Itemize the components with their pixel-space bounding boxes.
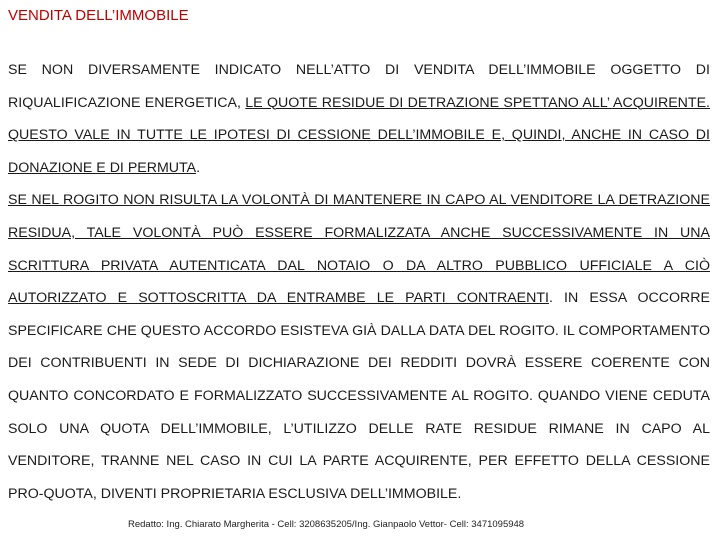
paragraph1-end: .: [196, 159, 201, 176]
body-text: [8, 54, 710, 510]
paragraph2-underlined: SE NEL ROGITO NON RISULTA LA VOLONTÀ DI MANTENERE IN CAPO AL VENDITORE LA DETRAZIONE RESIDUA, TALE VOLONTÀ PUÒ ESSERE FORMALIZZATA ANCHE SUCCESSIVAMENTE IN UNA SCRITTURA PRIVATA AUTENTICATA DAL NOTAIO O DA ALTRO PUBBLICO UFFICIALE A CIÒ AUTORIZZATO E SOTTOSCRITTA DA ENTRAMBE LE PARTI CONTRAENTI: [8, 192, 710, 307]
paragraph1-underlined: LE QUOTE RESIDUE DI DETRAZIONE SPETTANO ALL’ ACQUIRENTE. QUESTO VALE IN TUTTE LE IPOTESI DI CESSIONE DELL’IMMOBILE E, QUINDI, ANCHE IN CASO DI DONAZIONE E DI PERMUTA: [8, 94, 710, 176]
paragraph1-intro: SE NON DIVERSAMENTE INDICATO NELL’ATTO DI VENDITA DELL’IMMOBILE OGGETTO DI RIQUALIFICAZIONE ENERGETICA,: [8, 62, 710, 111]
slide-title: VENDITA DELL’IMMOBILE: [8, 7, 189, 24]
paragraph2-rest: . IN ESSA OCCORRE SPECIFICARE CHE QUESTO ACCORDO ESISTEVA GIÀ DALLA DATA DEL ROGITO. IL COMPORTAMENTO DEI CONTRIBUENTI IN SEDE DI DICHIARAZIONE DEI REDDITI DOVRÀ ESSERE COERENTE CON QUANTO CONCORDATO E FORMALIZZATO SUCCESSIVAMENTE AL ROGITO. QUANDO VIENE CEDUTA SOLO UNA QUOTA DELL’IMMOBILE, L’UTILIZZO DELLE RATE RESIDUE RIMANE IN CAPO AL VENDITORE, TRANNE NEL CASO IN CUI LA PARTE ACQUIRENTE, PER EFFETTO DELLA CESSIONE PRO-QUOTA, DIVENTI PROPRIETARIA ESCLUSIVA DELL’IMMOBILE.: [8, 290, 711, 502]
footer-credits: Redatto: Ing. Chiarato Margherita - Cell: 3208635205/Ing. Gianpaolo Vettor- Cell: 3471095948: [128, 519, 525, 530]
